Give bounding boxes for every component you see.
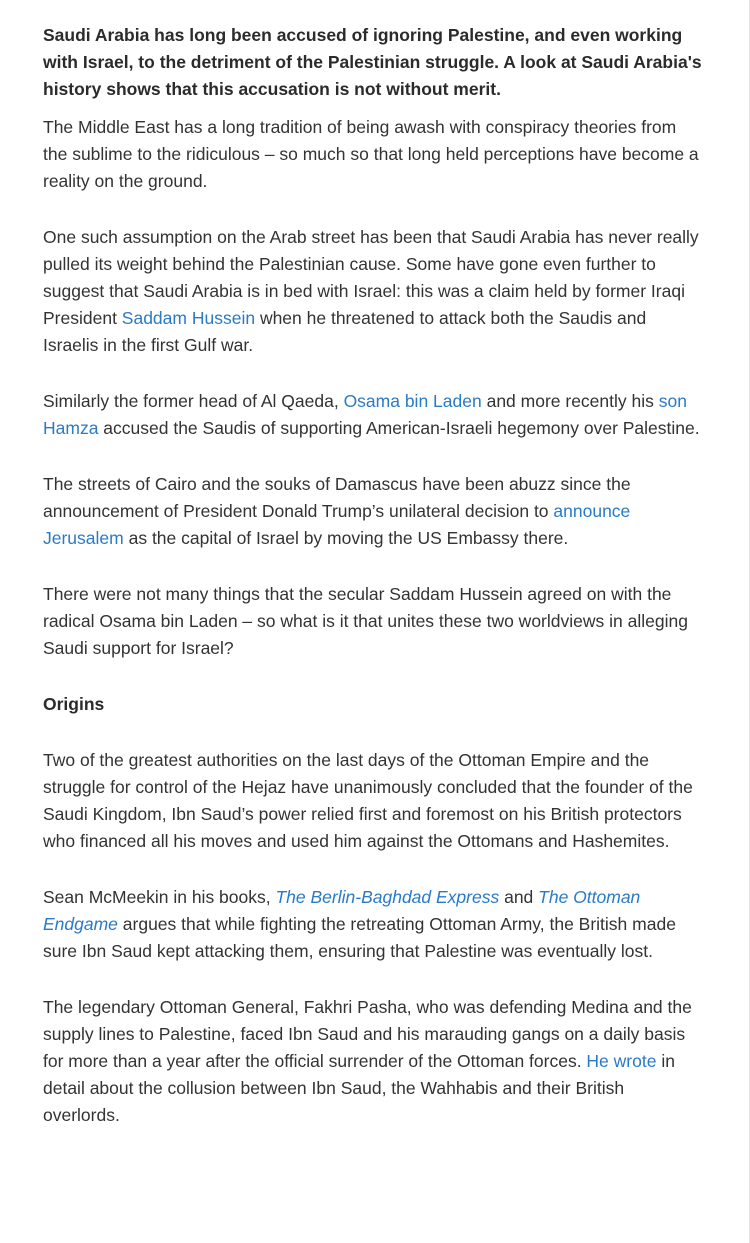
- paragraph-3-text-middle: and more recently his: [481, 391, 659, 411]
- paragraph-8-text-before: The legendary Ottoman General, Fakhri Pasha, who was defending Medina and the supply lines to Palestine, faced Ibn Saud and his marauding gangs on a daily basis for more than a year after the official surrender of the Ottoman forces.: [43, 997, 692, 1071]
- article-body: [43, 22, 703, 1158]
- link-berlin-baghdad-express[interactable]: The Berlin-Baghdad Express: [275, 887, 500, 907]
- link-announce-jerusalem[interactable]: announce Jerusalem: [43, 501, 631, 548]
- paragraph-1: The Middle East has a long tradition of being awash with conspiracy theories from the sublime to the ridiculous – so much so that long held perceptions have become a reality on the ground.: [43, 117, 699, 191]
- paragraph-7-text-after: argues that while fighting the retreating Ottoman Army, the British made sure Ibn Saud kept attacking them, ensuring that Palestine was eventually lost.: [43, 914, 676, 961]
- paragraph-4-text-before: The streets of Cairo and the souks of Damascus have been abuzz since the announcement of President Donald Trump’s unilateral decision to: [43, 474, 631, 521]
- paragraph-4: [43, 471, 703, 552]
- paragraph-7-text-before: Sean McMeekin in his books,: [43, 887, 276, 907]
- paragraph-4-text-after: as the capital of Israel by moving the US Embassy there.: [123, 528, 569, 548]
- link-osama-bin-laden[interactable]: Osama bin Laden: [343, 391, 482, 411]
- paragraph-7: [43, 884, 703, 965]
- link-son-hamza[interactable]: son Hamza: [43, 391, 687, 438]
- paragraph-8: [43, 994, 703, 1129]
- paragraph-2-text-before: One such assumption on the Arab street has been that Saudi Arabia has never really pulled its weight behind the Palestinian cause. Some have gone even further to suggest that Saudi Arabia is in bed with Israel: this was a claim held by former Iraqi President: [43, 227, 699, 328]
- paragraph-2: [43, 224, 703, 359]
- paragraph-3: [43, 388, 703, 442]
- paragraph-8-text-after: in detail about the collusion between Ibn Saud, the Wahhabis and their British overlords.: [43, 1051, 675, 1125]
- paragraph-6: Two of the greatest authorities on the last days of the Ottoman Empire and the struggle for control of the Hejaz have unanimously concluded that the founder of the Saudi Kingdom, Ibn Saud’s power relied first and foremost on his British protectors who financed all his moves and used him against the Ottomans and Hashemites.: [43, 750, 693, 851]
- link-ottoman-endgame[interactable]: The Ottoman Endgame: [43, 887, 641, 934]
- paragraph-3-text-before: Similarly the former head of Al Qaeda,: [43, 391, 344, 411]
- section-heading-origins: Origins: [43, 694, 105, 714]
- paragraph-3-text-after: accused the Saudis of supporting American-Israeli hegemony over Palestine.: [98, 418, 700, 438]
- paragraph-5: There were not many things that the secular Saddam Hussein agreed on with the radical Osama bin Laden – so what is it that unites these two worldviews in alleging Saudi support for Israel?: [43, 584, 688, 658]
- link-he-wrote[interactable]: He wrote: [586, 1051, 657, 1071]
- paragraph-2-text-after: when he threatened to attack both the Saudis and Israelis in the first Gulf war.: [43, 308, 647, 355]
- article-lead: Saudi Arabia has long been accused of ignoring Palestine, and even working with Israel, to the detriment of the Palestinian struggle. A look at Saudi Arabia's history shows that this accusation is not without merit.: [43, 25, 702, 99]
- link-saddam-hussein[interactable]: Saddam Hussein: [121, 308, 256, 328]
- paragraph-7-text-middle: and: [499, 887, 539, 907]
